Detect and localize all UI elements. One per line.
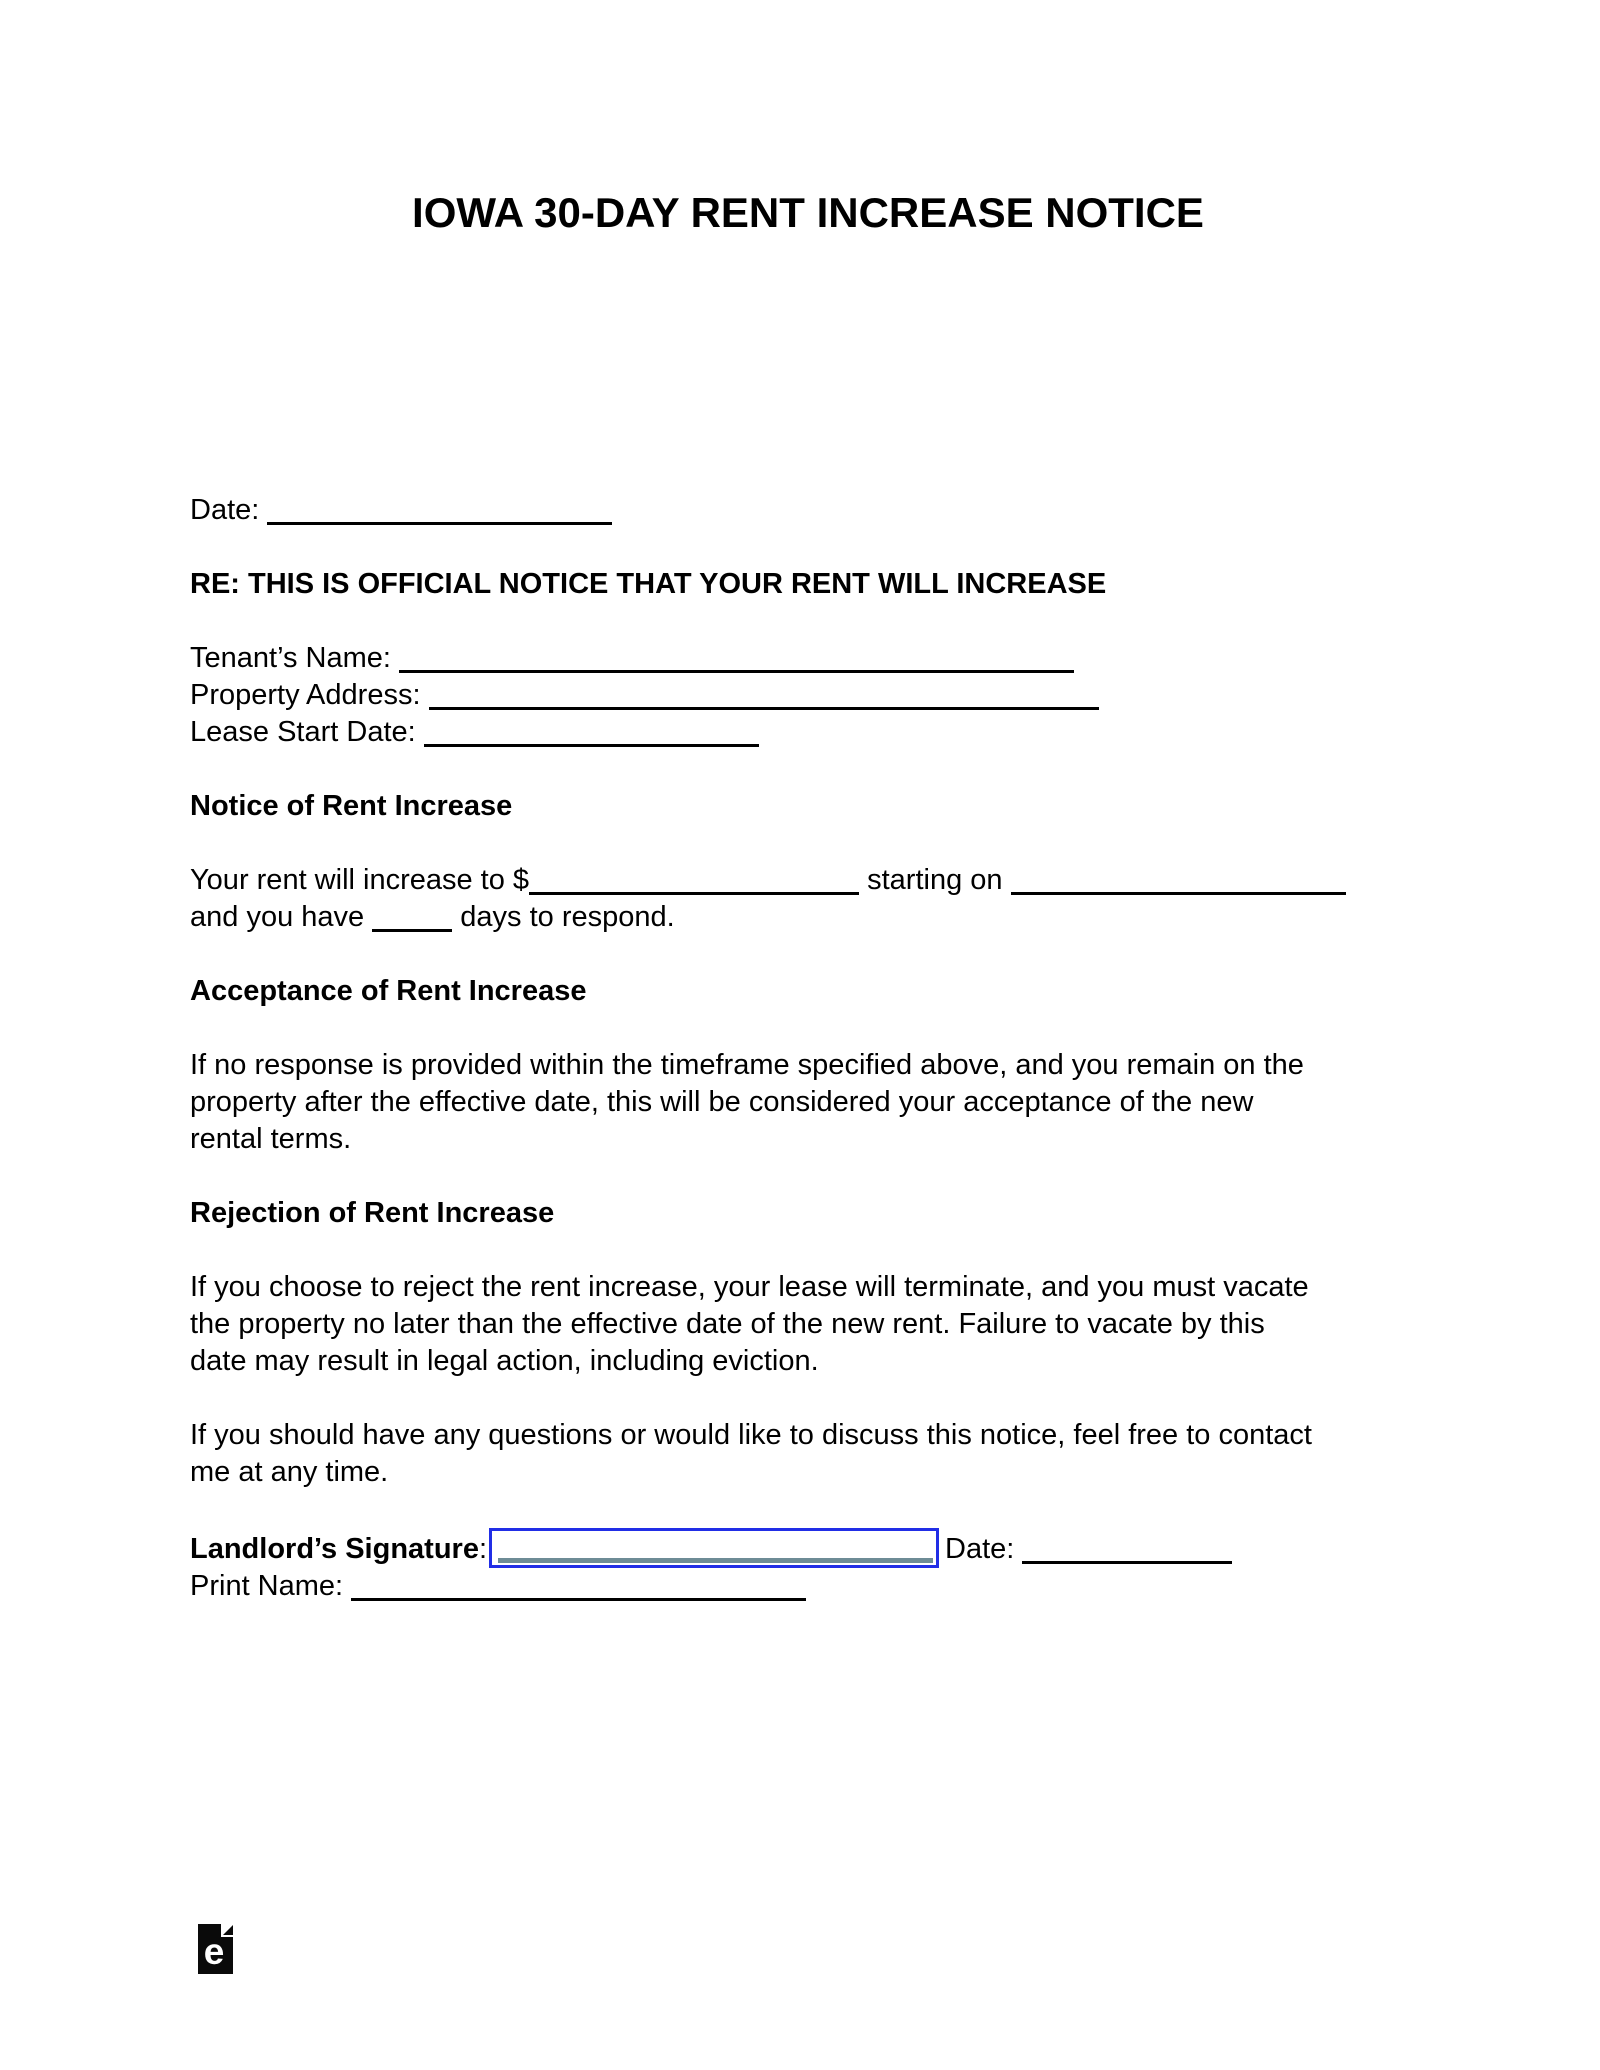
signature-date-blank (1022, 1532, 1232, 1564)
text-line: date may result in legal action, including eviction. (190, 1345, 819, 1377)
respond-days-text-1: and you have (190, 901, 365, 933)
lease-start-date-line (190, 714, 1426, 751)
rent-increase-line (190, 862, 1426, 899)
tenant-name-line (190, 640, 1426, 677)
acceptance-heading: Acceptance of Rent Increase (190, 975, 587, 1007)
property-address-blank (429, 678, 1099, 710)
rent-increase-text-1: Your rent will increase to $ (190, 864, 530, 896)
eforms-logo-letter: e (203, 1931, 225, 1972)
rejection-body (190, 1269, 1426, 1380)
text-line: If you should have any questions or would like to discuss this notice, feel free to contact (190, 1419, 1312, 1451)
print-name-line (190, 1568, 1426, 1605)
text-line: If you choose to reject the rent increase, your lease will terminate, and you must vacate (190, 1271, 1309, 1303)
print-name-label: Print Name: (190, 1570, 344, 1602)
tenant-name-blank (399, 641, 1074, 673)
property-address-line (190, 677, 1426, 714)
text-line: me at any time. (190, 1456, 389, 1488)
text-line: rental terms. (190, 1123, 352, 1155)
landlord-signature-colon: : (478, 1533, 488, 1565)
lease-start-date-blank (424, 715, 759, 747)
landlord-signature-label: Landlord’s Signature (190, 1533, 479, 1565)
respond-days-text-2: days to respond. (460, 901, 675, 933)
contact-paragraph (190, 1417, 1426, 1491)
acceptance-body (190, 1047, 1426, 1158)
text-line: If no response is provided within the timeframe specified above, and you remain on the (190, 1049, 1304, 1081)
subject-line: RE: THIS IS OFFICIAL NOTICE THAT YOUR RENT WILL INCREASE (190, 568, 1107, 600)
date-line (190, 492, 1426, 529)
print-name-blank (351, 1569, 806, 1601)
signature-ink-line (498, 1558, 933, 1563)
eforms-page-icon (198, 1924, 233, 1974)
property-address-label: Property Address: (190, 679, 421, 711)
landlord-signature-field[interactable] (489, 1528, 939, 1568)
rent-amount-blank (529, 863, 859, 895)
tenant-info-block (190, 640, 1426, 751)
rejection-heading: Rejection of Rent Increase (190, 1197, 555, 1229)
tenant-name-label: Tenant’s Name: (190, 642, 391, 674)
date-blank (267, 493, 612, 525)
respond-days-blank (372, 900, 452, 932)
landlord-signature-line (190, 1528, 1426, 1568)
start-date-blank (1011, 863, 1346, 895)
eforms-logo (198, 1924, 233, 1974)
notice-heading: Notice of Rent Increase (190, 790, 513, 822)
lease-start-date-label: Lease Start Date: (190, 716, 416, 748)
text-line: property after the effective date, this will be considered your acceptance of the new (190, 1086, 1254, 1118)
signature-block (190, 1528, 1426, 1605)
respond-days-line (190, 899, 1426, 936)
notice-body (190, 862, 1426, 936)
page-title: IOWA 30-DAY RENT INCREASE NOTICE (412, 189, 1204, 236)
date-label: Date: (190, 494, 260, 526)
signature-date-label: Date: (945, 1533, 1015, 1565)
rent-increase-text-2: starting on (867, 864, 1003, 896)
text-line: the property no later than the effective date of the new rent. Failure to vacate by this (190, 1308, 1265, 1340)
